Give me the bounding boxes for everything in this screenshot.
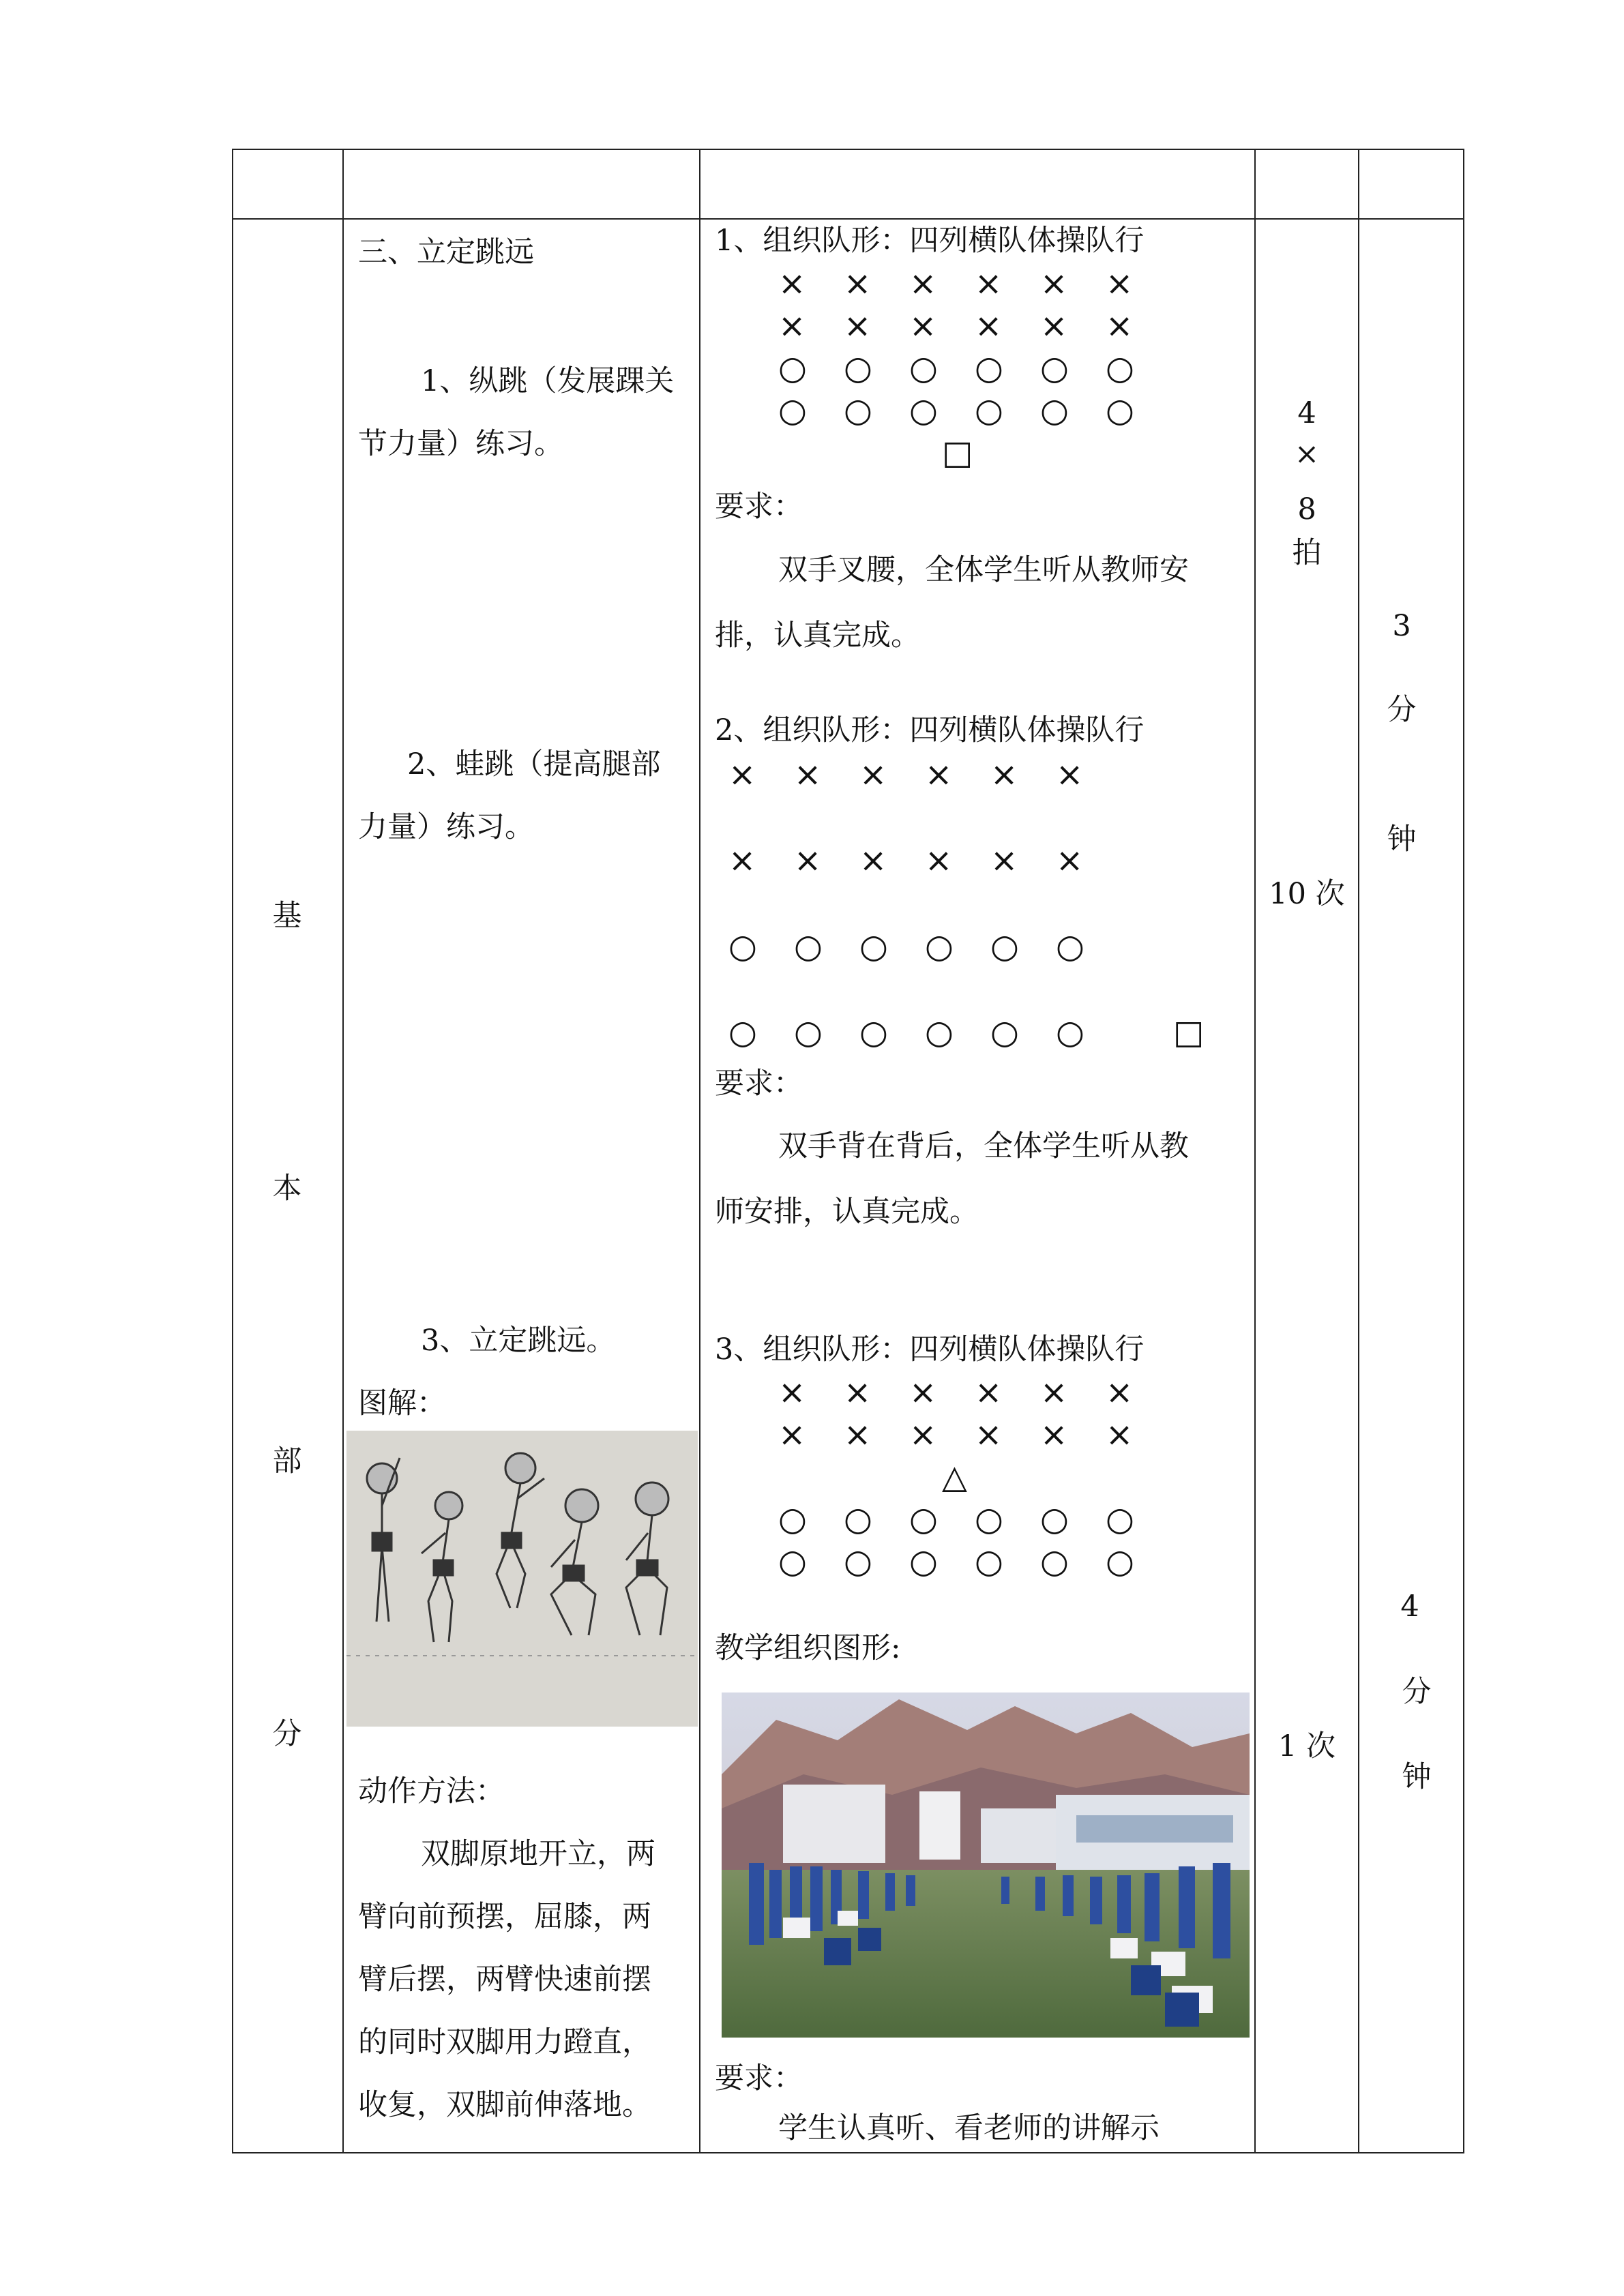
circle-mark: ○ [1040, 1542, 1069, 1581]
part-char-4: 分 [272, 1717, 302, 1751]
cross-mark: × [990, 756, 1018, 794]
circle-mark: ○ [778, 1542, 807, 1581]
circle-mark: ○ [909, 1500, 938, 1538]
req3-line1: 学生认真听、看老师的讲解示 [778, 2111, 1160, 2145]
method-line-4: 的同时双脚用力蹬直， [358, 2025, 651, 2059]
cross-mark: × [1040, 1373, 1068, 1412]
circle-mark: ○ [1106, 1500, 1134, 1538]
cross-mark: × [794, 841, 822, 880]
diagram-label: 图解： [358, 1386, 446, 1420]
cross-mark: × [975, 307, 1003, 345]
table-top-border [232, 149, 1464, 150]
cross-mark: × [925, 756, 953, 794]
col-border-1 [342, 149, 344, 2153]
circle-mark: ○ [975, 391, 1003, 430]
teaching-organization-photo [722, 1693, 1250, 2038]
cross-mark: × [778, 307, 806, 345]
cross-mark: × [1106, 1416, 1134, 1454]
circle-mark: ○ [859, 1013, 888, 1052]
circle-mark: ○ [728, 1013, 757, 1052]
circle-mark: ○ [1106, 1542, 1134, 1581]
circle-mark: ○ [778, 391, 807, 430]
cross-mark: × [909, 307, 937, 345]
circle-mark: ○ [844, 349, 872, 387]
cross-mark: × [794, 756, 822, 794]
table-bottom-border [232, 2152, 1464, 2153]
cross-mark: × [1056, 841, 1084, 880]
cross-mark: × [990, 841, 1018, 880]
req1-line2: 排，认真完成。 [715, 618, 920, 653]
circle-mark: ○ [794, 1013, 823, 1052]
method-line-5: 收复，双脚前伸落地。 [358, 2088, 651, 2122]
item1-line2: 节力量）练习。 [358, 427, 563, 461]
cross-mark: × [778, 1416, 806, 1454]
col-border-5 [1463, 149, 1464, 2153]
col-border-2 [699, 149, 700, 2153]
circle-mark: ○ [909, 1542, 938, 1581]
cross-mark: × [975, 265, 1003, 303]
header-row-border [232, 218, 1464, 220]
cross-mark: × [1106, 265, 1134, 303]
count3: 1 次 [1278, 1729, 1336, 1763]
teacher-triangle-mark: △ [942, 1458, 967, 1496]
req1-label: 要求： [715, 490, 803, 524]
circle-mark: ○ [990, 927, 1019, 966]
method-line-2: 臂向前预摆，屈膝，两 [358, 1900, 651, 1934]
section-title: 三、立定跳远 [358, 235, 534, 269]
time1-char-1: 3 [1392, 609, 1411, 643]
circle-mark: ○ [975, 1500, 1003, 1538]
count1-char-1: 4 [1297, 396, 1316, 430]
time2-char-3: 钟 [1402, 1760, 1432, 1794]
item3: 3、立定跳远。 [421, 1324, 616, 1358]
circle-mark: ○ [975, 1542, 1003, 1581]
cross-mark: × [975, 1416, 1003, 1454]
part-char-3: 部 [272, 1444, 302, 1478]
cross-mark: × [909, 1416, 937, 1454]
circle-mark: ○ [925, 1013, 954, 1052]
req1-line1: 双手叉腰，全体学生听从教师安 [778, 553, 1189, 587]
org2-title: 2、组织队形：四列横队体操队行 [715, 713, 1145, 747]
cross-mark: × [909, 1373, 937, 1412]
time1-char-3: 钟 [1387, 822, 1417, 856]
cross-mark: × [1040, 1416, 1068, 1454]
cross-mark: × [909, 265, 937, 303]
circle-mark: ○ [778, 1500, 807, 1538]
cross-mark: × [728, 756, 756, 794]
teacher-square-mark: □ [942, 434, 973, 472]
circle-mark: ○ [925, 927, 954, 966]
cross-mark: × [1040, 307, 1068, 345]
time2-char-1: 4 [1400, 1590, 1419, 1624]
circle-mark: ○ [909, 391, 938, 430]
circle-mark: ○ [990, 1013, 1019, 1052]
cross-mark: × [859, 841, 887, 880]
cross-mark: × [1106, 307, 1134, 345]
method-line-1: 双脚原地开立，两 [421, 1837, 655, 1871]
req2-line1: 双手背在背后，全体学生听从教 [778, 1129, 1189, 1163]
time2-char-2: 分 [1402, 1675, 1432, 1709]
part-char-2: 本 [272, 1172, 302, 1206]
col-border-4 [1358, 149, 1359, 2153]
circle-mark: ○ [975, 349, 1003, 387]
cross-mark: × [925, 841, 953, 880]
teacher-square-mark: □ [1173, 1013, 1205, 1052]
method-line-3: 臂后摆，两臂快速前摆 [358, 1963, 651, 1997]
circle-mark: ○ [1106, 391, 1134, 430]
cross-mark: × [778, 1373, 806, 1412]
circle-mark: ○ [909, 349, 938, 387]
circle-mark: ○ [844, 1542, 872, 1581]
circle-mark: ○ [794, 927, 823, 966]
circle-mark: ○ [1040, 349, 1069, 387]
req2-label: 要求： [715, 1067, 803, 1101]
req3-label: 要求： [715, 2061, 803, 2096]
cross-mark: × [1106, 1373, 1134, 1412]
circle-mark: ○ [1040, 1500, 1069, 1538]
circle-mark: ○ [1106, 349, 1134, 387]
teaching-org-label: 教学组织图形: [715, 1631, 901, 1665]
cross-mark: × [844, 307, 872, 345]
count1-char-3: 8 [1297, 492, 1316, 526]
circle-mark: ○ [728, 927, 757, 966]
circle-mark: ○ [778, 349, 807, 387]
circle-mark: ○ [1056, 1013, 1084, 1052]
cross-mark: × [859, 756, 887, 794]
item1-line1: 1、纵跳（发展踝关 [421, 364, 675, 398]
org3-title: 3、组织队形：四列横队体操队行 [715, 1332, 1145, 1367]
circle-mark: ○ [844, 391, 872, 430]
col-border-0 [232, 149, 233, 2153]
standing-jump-illustration [346, 1431, 698, 1727]
item2-line1: 2、蛙跳（提高腿部 [407, 747, 661, 781]
cross-mark: × [975, 1373, 1003, 1412]
count2: 10 次 [1269, 877, 1345, 911]
cross-mark: × [844, 1373, 872, 1412]
cross-mark: × [1056, 756, 1084, 794]
part-char-1: 基 [272, 899, 302, 933]
circle-mark: ○ [1040, 391, 1069, 430]
cross-mark: × [1040, 265, 1068, 303]
circle-mark: ○ [844, 1500, 872, 1538]
circle-mark: ○ [1056, 927, 1084, 966]
circle-mark: ○ [859, 927, 888, 966]
count1-char-4: 拍 [1292, 536, 1322, 570]
count1-char-2: × [1294, 437, 1320, 471]
cross-mark: × [844, 265, 872, 303]
org1-title: 1、组织队形：四列横队体操队行 [715, 224, 1145, 258]
req2-line2: 师安排，认真完成。 [715, 1195, 979, 1229]
time1-char-2: 分 [1387, 693, 1417, 727]
cross-mark: × [844, 1416, 872, 1454]
cross-mark: × [778, 265, 806, 303]
item2-line2: 力量）练习。 [358, 810, 534, 844]
method-title: 动作方法： [358, 1774, 505, 1808]
cross-mark: × [728, 841, 756, 880]
